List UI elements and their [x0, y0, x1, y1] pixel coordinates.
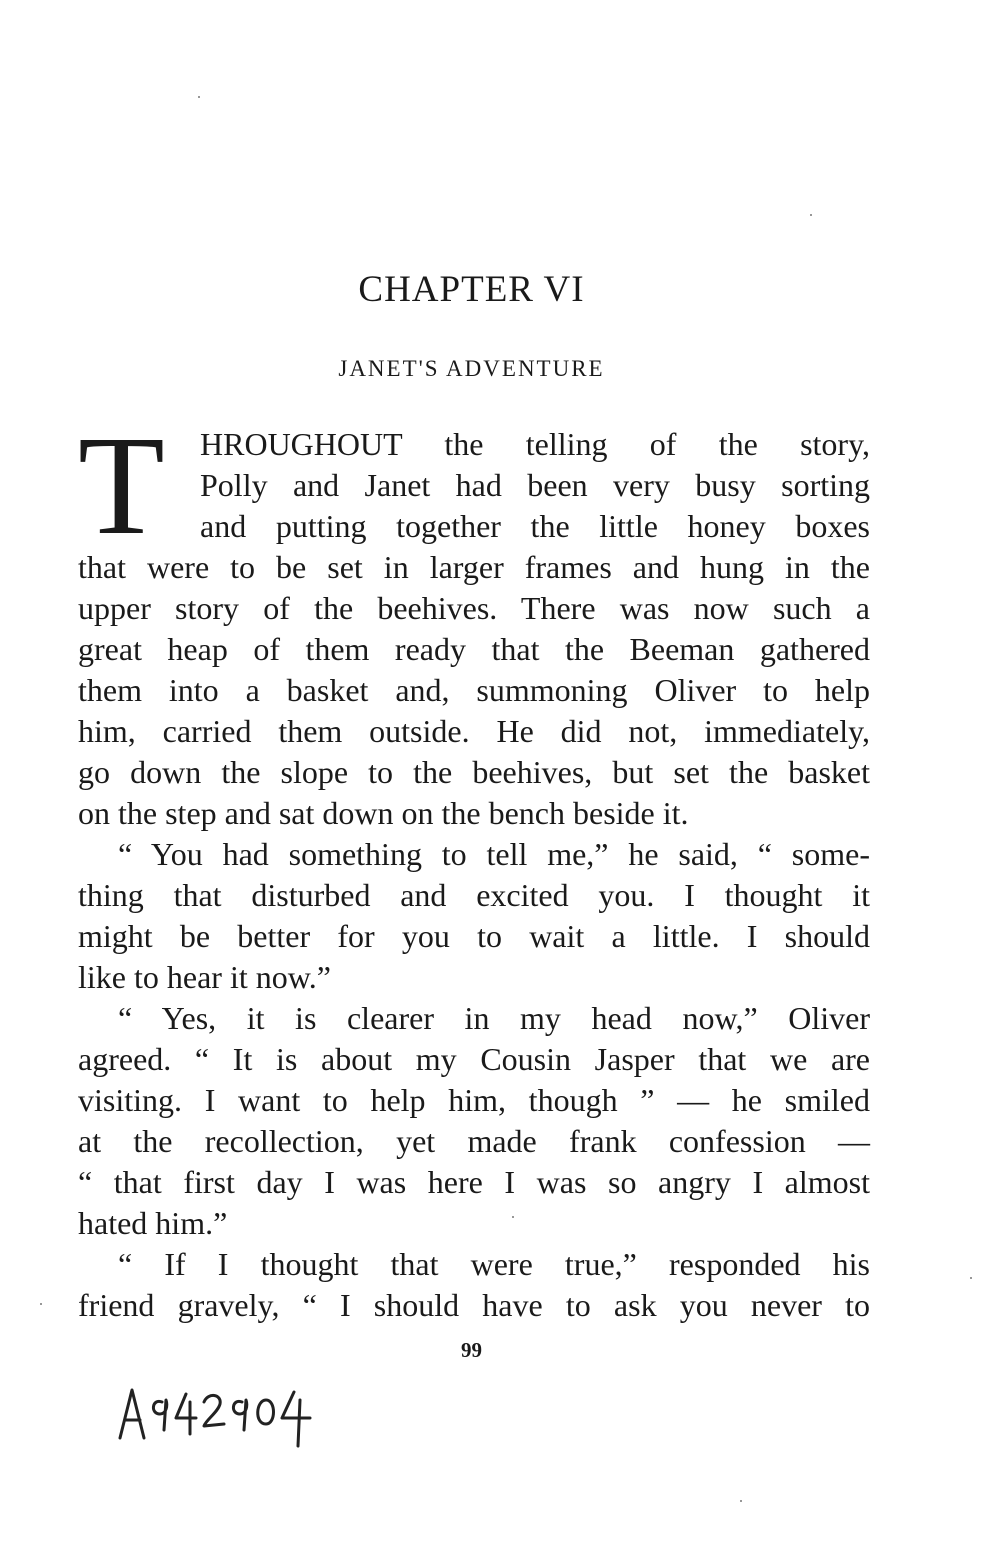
handwritten-accession-number — [116, 1380, 341, 1450]
text-line: like to hear it now.” — [78, 959, 331, 995]
text-line: might be better for you to wait a little. I should — [78, 918, 870, 954]
drop-cap: T — [78, 406, 165, 564]
text-line: great heap of them ready that the Beeman gathered — [78, 631, 870, 667]
text-line: Polly and Janet had been very busy sorting — [200, 467, 870, 503]
text-line: on the step and sat down on the bench beside it. — [78, 795, 689, 831]
text-line: them into a basket and, summoning Oliver to help — [78, 672, 870, 708]
text-line: hated him.” — [78, 1205, 228, 1241]
body-text — [78, 406, 870, 1326]
text-line: upper story of the beehives. There was now such a — [78, 590, 870, 626]
paper-speck — [40, 1303, 42, 1305]
text-line: “ that first day I was here I was so angry I almost — [78, 1164, 870, 1200]
paper-speck — [512, 1216, 514, 1218]
text-line: “ If I thought that were true,” responded his — [118, 1246, 870, 1282]
text-line: go down the slope to the beehives, but set the basket — [78, 754, 870, 790]
text-line: “ You had something to tell me,” he said, “ some- — [118, 836, 870, 872]
text-line: “ Yes, it is clearer in my head now,” Oliver — [118, 1000, 870, 1036]
paper-speck — [810, 214, 812, 216]
text-line: him, carried them outside. He did not, immediately, — [78, 713, 870, 749]
text-line: agreed. “ It is about my Cousin Jasper that we are — [78, 1041, 870, 1077]
text-line: friend gravely, “ I should have to ask you never to — [78, 1287, 870, 1323]
paper-speck — [198, 96, 200, 98]
text-line: and putting together the little honey boxes — [200, 508, 870, 544]
chapter-title: CHAPTER VI — [358, 269, 585, 310]
text-line: thing that disturbed and excited you. I thought it — [78, 877, 870, 913]
paper-speck — [970, 1277, 972, 1279]
chapter-subtitle: JANET'S ADVENTURE — [338, 356, 605, 381]
text-line: that were to be set in larger frames and hung in the — [78, 549, 870, 585]
page-number: 99 — [461, 1338, 482, 1362]
paper-speck — [740, 1500, 742, 1502]
text-line: HROUGHOUT the telling of the story, — [200, 426, 870, 462]
text-line: at the recollection, yet made frank confession — — [78, 1123, 870, 1159]
text-line: visiting. I want to help him, though ” — he smiled — [78, 1082, 870, 1118]
